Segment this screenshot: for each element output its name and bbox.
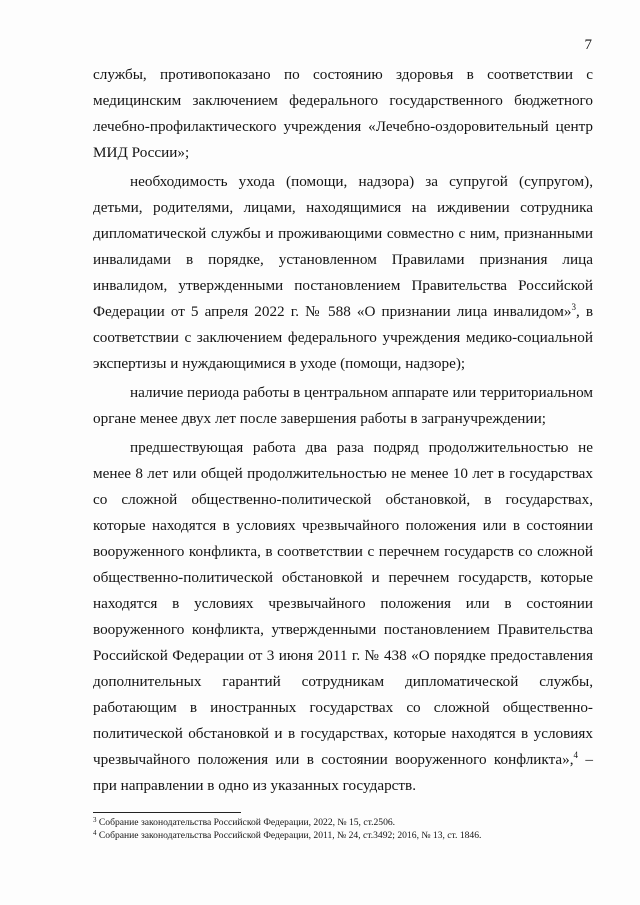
- footnote-marker: 3: [571, 302, 576, 312]
- paragraph: [93, 435, 593, 799]
- footnote-separator: [93, 812, 241, 813]
- paragraph: [93, 169, 593, 377]
- paragraph-text: службы, противопоказано по состоянию здоровья в соответствии с медицинским заключением федерального государственного бюджетного лечебно-профилактического учреждения «Лечебно-оздоровительный центр МИД России»;: [93, 66, 593, 161]
- footnote-number: 4: [93, 829, 97, 837]
- paragraph-text: наличие периода работы в центральном аппарате или территориальном органе менее двух лет после завершения работы в загранучреждении;: [93, 384, 593, 427]
- footnote: [93, 829, 593, 842]
- paragraph: [93, 380, 593, 432]
- footnote-text: Собрание законодательства Российской Федерации, 2011, № 24, ст.3492; 2016, № 13, ст. 1846.: [96, 830, 482, 841]
- page-number: 7: [584, 37, 592, 53]
- footnote-number: 3: [93, 816, 97, 824]
- body-text: [93, 62, 593, 799]
- footnote-text: Собрание законодательства Российской Федерации, 2022, № 15, ст.2506.: [96, 817, 396, 828]
- paragraph-text: , в соответствии с заключением федерального учреждения медико-социальной экспертизы и нуждающимися в уходе (помощи, надзоре);: [93, 303, 594, 372]
- footnotes: [93, 816, 593, 842]
- paragraph-text: – при направлении в одно из указанных государств.: [93, 751, 594, 794]
- footnote: [93, 816, 593, 829]
- paragraph: [93, 62, 593, 166]
- paragraph-text: предшествующая работа два раза подряд продолжительностью не менее 8 лет или общей продолжительностью не менее 10 лет в государствах со сложной общественно-политической обстановкой, в государствах, которые находятся в условиях чрезвычайного положения или в состоянии вооруженного конфликта, в соответствии с перечнем государств со сложной общественно-политической обстановкой и перечнем государств, которые находятся в условиях чрезвычайного положения или в состоянии вооруженного конфликта, утвержденными постановлением Правительства Российской Федерации от 3 июня 2011 г. № 438 «О порядке предоставления дополнительных гарантий сотрудникам дипломатической службы, работающим в иностранных государствах со сложной общественно-политической обстановкой и в государствах, которые находятся в условиях чрезвычайного положения или в состоянии вооруженного конфликта»,: [93, 439, 593, 768]
- footnote-marker: 4: [573, 750, 579, 760]
- paragraph-text: необходимость ухода (помощи, надзора) за супругой (супругом), детьми, родителями, лицами, находящимися на иждивении сотрудника дипломатической службы и проживающими совместно с ним, признанными инвалидами в порядке, установленном Правилами признания лица инвалидом, утвержденными постановлением Правительства Российской Федерации от 5 апреля 2022 г. № 588 «О признании лица инвалидом»: [93, 173, 593, 320]
